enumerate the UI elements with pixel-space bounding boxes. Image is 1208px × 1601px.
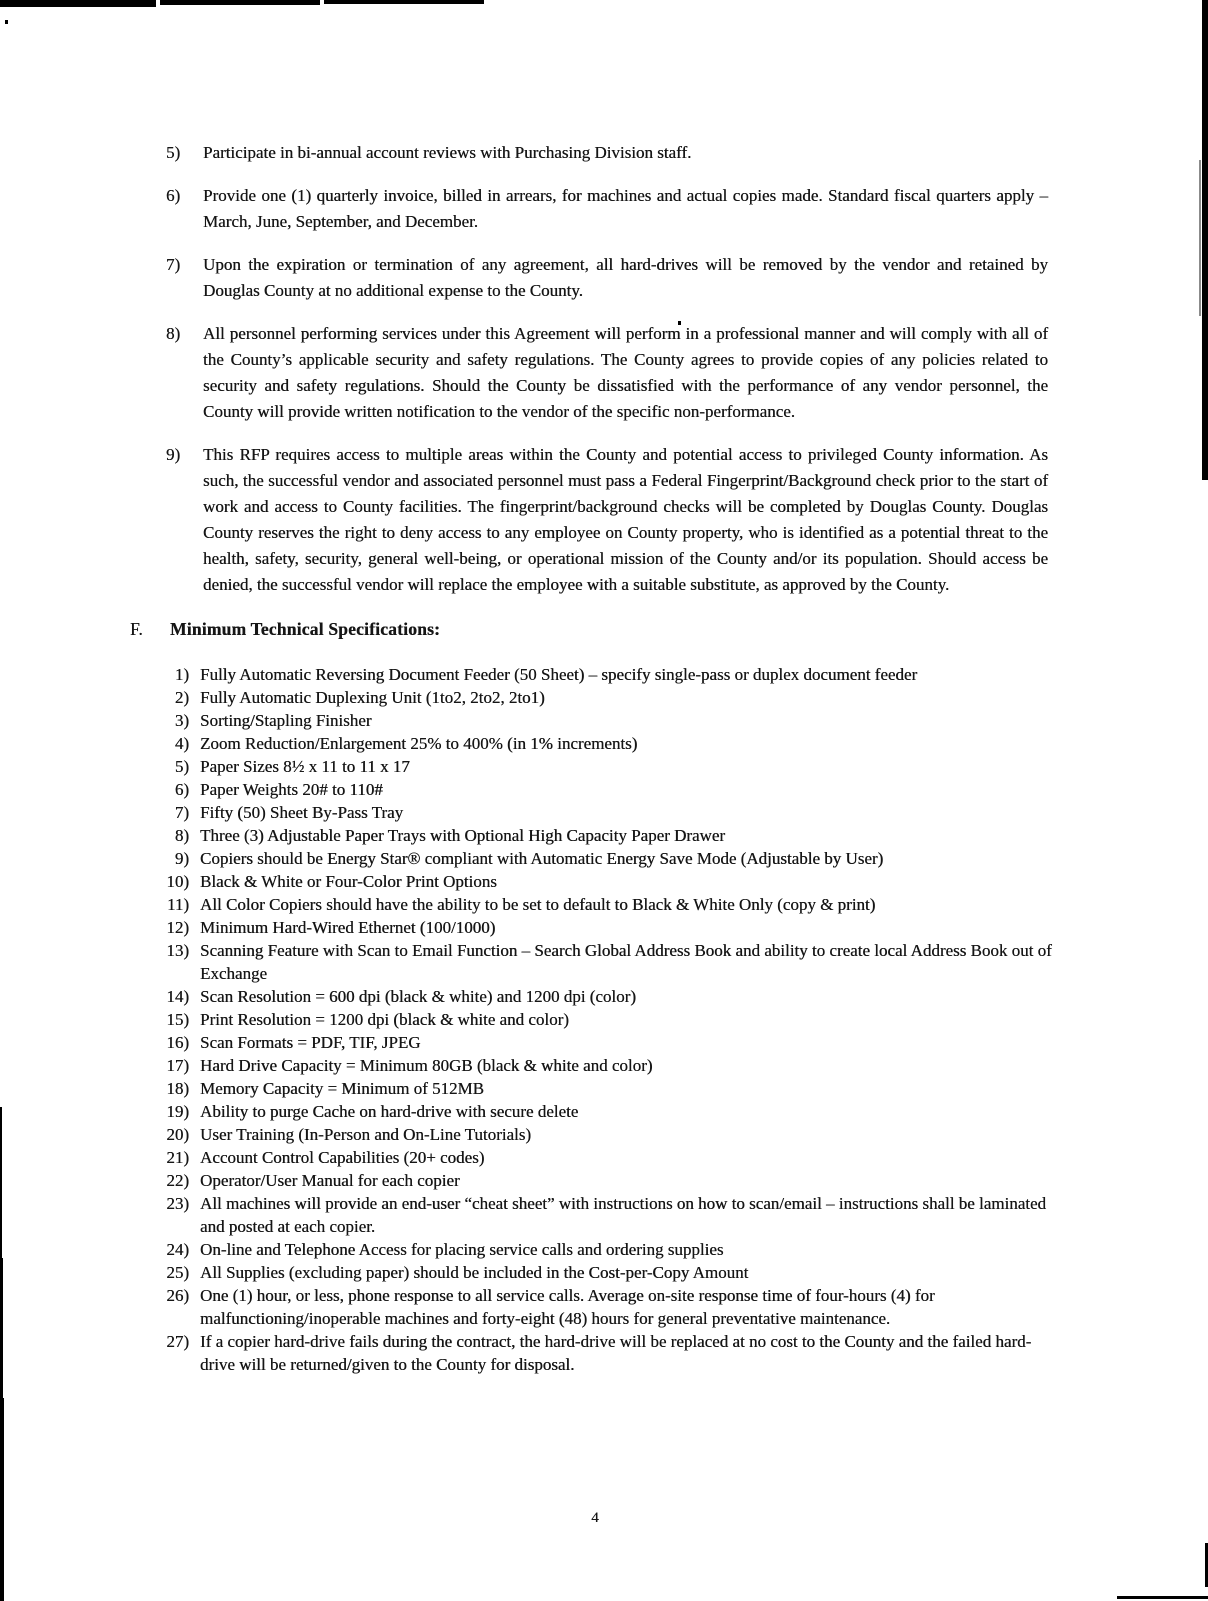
list-item <box>163 686 1056 709</box>
document-body <box>0 140 1208 1376</box>
list-item-text: Account Control Capabilities (20+ codes) <box>200 1148 485 1167</box>
list-item-text: Ability to purge Cache on hard-drive with secure delete <box>200 1102 579 1121</box>
list-item <box>163 824 1056 847</box>
list-item-number: 24) <box>166 1240 189 1259</box>
list-item-number: 12) <box>166 918 189 937</box>
scan-artifact-left-bar <box>0 1398 4 1601</box>
list-item <box>163 1123 1056 1146</box>
list-item <box>163 801 1056 824</box>
list-item <box>163 916 1056 939</box>
list-item-number: 9) <box>174 849 189 868</box>
list-item-number: 2) <box>174 688 189 707</box>
list-item <box>166 252 1048 304</box>
list-item-number: 3) <box>174 711 189 730</box>
list-item <box>163 732 1056 755</box>
scan-artifact-top-bar <box>160 0 320 5</box>
list-item <box>166 183 1048 235</box>
list-item-number: 19) <box>166 1102 189 1121</box>
list-item <box>163 1100 1056 1123</box>
list-item-text: Memory Capacity = Minimum of 512MB <box>200 1079 484 1098</box>
list-item-number: 17) <box>166 1056 189 1075</box>
list-item-number: 27) <box>166 1332 189 1351</box>
list-item-number: 13) <box>166 941 189 960</box>
list-item-text: Hard Drive Capacity = Minimum 80GB (black & white and color) <box>200 1056 653 1075</box>
list-item <box>163 1077 1056 1100</box>
list-item <box>163 1238 1056 1261</box>
list-item-text: Paper Sizes 8½ x 11 to 11 x 17 <box>200 757 410 776</box>
list-item-text: Zoom Reduction/Enlargement 25% to 400% (in 1% increments) <box>200 734 638 753</box>
list-item-number: 7) <box>166 255 181 274</box>
list-item-number: 20) <box>166 1125 189 1144</box>
list-item-text: Print Resolution = 1200 dpi (black & white and color) <box>200 1010 569 1029</box>
list-item <box>163 893 1056 916</box>
list-item <box>163 1146 1056 1169</box>
list-item <box>163 778 1056 801</box>
list-item <box>166 442 1048 598</box>
section-heading <box>130 615 1208 643</box>
list-item-text: Scan Formats = PDF, TIF, JPEG <box>200 1033 421 1052</box>
list-item-number: 8) <box>166 324 181 343</box>
list-item-number: 21) <box>166 1148 189 1167</box>
list-item-number: 25) <box>166 1263 189 1282</box>
scan-artifact-bottom-right-line <box>1117 1596 1208 1599</box>
list-item-text: Three (3) Adjustable Paper Trays with Optional High Capacity Paper Drawer <box>200 826 725 845</box>
list-item-text: This RFP requires access to multiple areas within the County and potential access to privileged County information. As such, the successful vendor and associated personnel must pass a Federal Fingerprint/Background check prior to the start of work and access to County facilities. The fingerprint/background checks will be completed by Douglas County. Douglas County reserves the right to deny access to any employee on County property, who is identified as a potential threat to the health, safety, security, general well-being, or operational mission of the County and/or its population. Should access be denied, the successful vendor will replace the employee with a suitable substitute, as approved by the County. <box>203 445 1048 594</box>
list-item-number: 26) <box>166 1286 189 1305</box>
list-item-number: 16) <box>166 1033 189 1052</box>
scan-artifact-top-bar <box>324 0 484 4</box>
list-item-number: 10) <box>166 872 189 891</box>
list-item-text: All Color Copiers should have the ability to be set to default to Black & White Only (copy & print) <box>200 895 876 914</box>
list-item-number: 22) <box>166 1171 189 1190</box>
list-item <box>163 663 1056 686</box>
list-item-number: 14) <box>166 987 189 1006</box>
list-item-text: Fifty (50) Sheet By-Pass Tray <box>200 803 404 822</box>
list-item-number: 9) <box>166 445 181 464</box>
list-item-text: Upon the expiration or termination of any agreement, all hard-drives will be removed by the vendor and retained by Douglas County at no additional expense to the County. <box>203 255 1048 300</box>
section-label: F. <box>130 619 143 639</box>
list-item <box>163 939 1056 985</box>
list-item-number: 6) <box>174 780 189 799</box>
list-item <box>163 1169 1056 1192</box>
list-item-text: Participate in bi-annual account reviews with Purchasing Division staff. <box>203 143 692 162</box>
list-item <box>163 1031 1056 1054</box>
list-item-number: 7) <box>174 803 189 822</box>
list-item <box>163 1008 1056 1031</box>
list-item-text: User Training (In-Person and On-Line Tutorials) <box>200 1125 532 1144</box>
list-item <box>163 1054 1056 1077</box>
list-item-text: Scan Resolution = 600 dpi (black & white) and 1200 dpi (color) <box>200 987 636 1006</box>
list-item <box>163 1192 1056 1238</box>
list-item-text: All Supplies (excluding paper) should be included in the Cost-per-Copy Amount <box>200 1263 749 1282</box>
list-item-text: All machines will provide an end-user “cheat sheet” with instructions on how to scan/email – instructions shall be laminated and posted at each copier. <box>200 1194 1047 1236</box>
scan-artifact-speck <box>5 20 8 24</box>
list-item-text: Fully Automatic Duplexing Unit (1to2, 2to2, 2to1) <box>200 688 545 707</box>
list-item <box>163 1284 1056 1330</box>
list-item-text: If a copier hard-drive fails during the contract, the hard-drive will be replaced at no cost to the County and the failed hard-drive will be returned/given to the County for disposal. <box>200 1332 1032 1374</box>
list-item-text: Paper Weights 20# to 110# <box>200 780 383 799</box>
list-item-text: Provide one (1) quarterly invoice, billed in arrears, for machines and actual copies made. Standard fiscal quarters apply – March, June, September, and December. <box>203 186 1048 231</box>
list-item-text: Minimum Hard-Wired Ethernet (100/1000) <box>200 918 496 937</box>
list-item-number: 5) <box>174 757 189 776</box>
list-item <box>163 709 1056 732</box>
list-item-number: 5) <box>166 143 181 162</box>
list-item-text: All personnel performing services under this Agreement will perform in a professional manner and will comply with all of the County’s applicable security and safety regulations. The County agrees to provide copies of any policies related to security and safety regulations. Should the County be dissatisfied with the performance of any vendor personnel, the County will provide written notification to the vendor of the specific non-performance. <box>203 324 1048 421</box>
list-item-number: 8) <box>174 826 189 845</box>
list-item <box>163 755 1056 778</box>
list-item-number: 18) <box>166 1079 189 1098</box>
list-item-text: Copiers should be Energy Star® compliant with Automatic Energy Save Mode (Adjustable by User) <box>200 849 884 868</box>
list-item <box>166 140 1048 166</box>
list-item-text: Black & White or Four-Color Print Options <box>200 872 497 891</box>
list-item-number: 1) <box>174 665 189 684</box>
list-item-text: Fully Automatic Reversing Document Feeder (50 Sheet) – specify single-pass or duplex document feeder <box>200 665 918 684</box>
section-title: Minimum Technical Specifications: <box>170 619 441 639</box>
list-item-text: One (1) hour, or less, phone response to all service calls. Average on-site response time of four-hours (4) for malfunctioning/inoperable machines and forty-eight (48) hours for general preventative maintenance. <box>200 1286 935 1328</box>
list-item-number: 6) <box>166 186 181 205</box>
list-item-number: 11) <box>166 895 189 914</box>
list-item <box>163 1261 1056 1284</box>
list-item-text: Scanning Feature with Scan to Email Function – Search Global Address Book and ability to create local Address Book out of Exchange <box>200 941 1052 983</box>
list-item <box>163 847 1056 870</box>
list-item-number: 4) <box>174 734 189 753</box>
list-item <box>163 985 1056 1008</box>
list-item <box>163 870 1056 893</box>
list-item-text: On-line and Telephone Access for placing service calls and ordering supplies <box>200 1240 724 1259</box>
list-item-number: 23) <box>166 1194 189 1213</box>
scan-artifact-top-bar <box>0 0 156 7</box>
list-item-text: Sorting/Stapling Finisher <box>200 711 372 730</box>
list-item <box>166 321 1048 425</box>
list-item-number: 15) <box>166 1010 189 1029</box>
page-number: 4 <box>591 1510 599 1526</box>
list-item <box>163 1330 1056 1376</box>
list-item-text: Operator/User Manual for each copier <box>200 1171 460 1190</box>
